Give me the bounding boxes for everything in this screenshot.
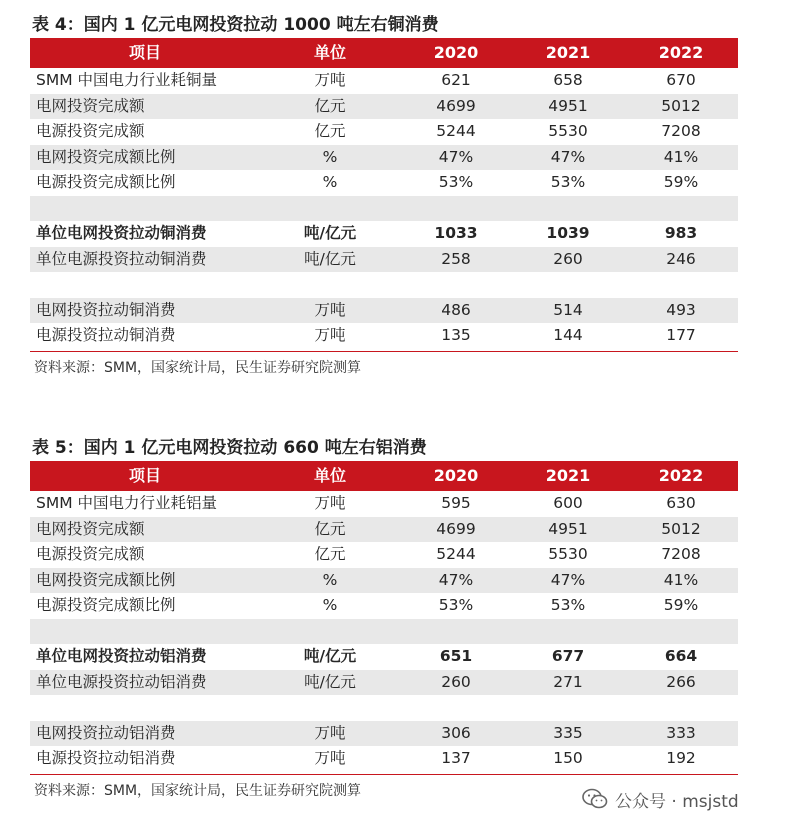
table-5 bbox=[30, 435, 738, 800]
table-row bbox=[30, 68, 738, 94]
table-row bbox=[30, 593, 738, 619]
cell-2021: 514 bbox=[553, 300, 583, 319]
cell-2021: 5530 bbox=[548, 122, 588, 140]
cell-unit: % bbox=[322, 570, 338, 589]
table-row bbox=[30, 221, 738, 247]
cell-2021: 47% bbox=[550, 570, 586, 589]
cell-2022: 59% bbox=[663, 173, 699, 191]
table-row bbox=[30, 568, 738, 594]
cell-2020: 47% bbox=[438, 147, 474, 166]
header-item: 项目 bbox=[128, 43, 161, 62]
cell-item: 电网投资完成额比例 bbox=[36, 147, 176, 166]
header-2020: 2020 bbox=[433, 43, 479, 62]
header-item: 项目 bbox=[128, 466, 161, 485]
cell-unit: % bbox=[322, 596, 338, 614]
cell-unit: 吨/亿元 bbox=[303, 224, 357, 242]
header-unit: 单位 bbox=[313, 43, 346, 62]
cell-item bbox=[30, 695, 260, 721]
header-2022: 2022 bbox=[658, 43, 704, 62]
cell-2020: 5244 bbox=[436, 122, 476, 140]
cell-2022: 41% bbox=[663, 147, 699, 166]
watermark bbox=[582, 786, 739, 812]
cell-item: 电源投资完成额比例 bbox=[36, 596, 176, 614]
cell-2020: 595 bbox=[441, 494, 471, 512]
wechat-icon bbox=[582, 788, 608, 810]
cell-2022: 983 bbox=[664, 224, 698, 242]
source-note: 资料来源：SMM，国家统计局，民生证券研究院测算 bbox=[34, 359, 362, 376]
table-row bbox=[30, 721, 738, 747]
cell-2020: 621 bbox=[441, 71, 471, 89]
cell-unit: 吨/亿元 bbox=[304, 249, 356, 268]
watermark-text: 公众号 · msjstd bbox=[615, 791, 739, 812]
cell-unit: 万吨 bbox=[314, 300, 346, 319]
table-row bbox=[30, 94, 738, 120]
cell-unit: 万吨 bbox=[314, 326, 346, 344]
cell-2021: 4951 bbox=[548, 96, 588, 115]
header-2020: 2020 bbox=[433, 466, 479, 485]
cell-2022: 670 bbox=[666, 71, 696, 89]
table-row-spacer bbox=[30, 619, 738, 645]
cell-item: 单位电源投资拉动铜消费 bbox=[36, 249, 207, 268]
cell-unit: 万吨 bbox=[314, 494, 346, 512]
cell-item bbox=[30, 272, 260, 298]
table-row bbox=[30, 491, 738, 517]
cell-2020: 4699 bbox=[436, 519, 476, 538]
table-bottom-rule bbox=[30, 351, 738, 352]
cell-2021: 4951 bbox=[548, 519, 588, 538]
cell-2020: 651 bbox=[439, 647, 473, 665]
header-2021: 2021 bbox=[545, 466, 591, 485]
cell-item bbox=[30, 619, 260, 645]
cell-2022: 664 bbox=[664, 647, 698, 665]
cell-unit: 吨/亿元 bbox=[304, 672, 356, 691]
cell-2021: 53% bbox=[550, 596, 586, 614]
cell-item: 电网投资完成额 bbox=[36, 519, 145, 538]
cell-2020: 135 bbox=[441, 326, 471, 344]
table-row-spacer bbox=[30, 695, 738, 721]
table-row bbox=[30, 145, 738, 171]
cell-2021: 677 bbox=[551, 647, 585, 665]
cell-2021: 600 bbox=[553, 494, 583, 512]
table-header bbox=[30, 461, 738, 491]
table-row bbox=[30, 323, 738, 349]
cell-2020: 53% bbox=[438, 173, 474, 191]
header-2022: 2022 bbox=[658, 466, 704, 485]
table-row-spacer bbox=[30, 272, 738, 298]
cell-2022: 630 bbox=[666, 494, 696, 512]
header-unit: 单位 bbox=[313, 466, 346, 485]
source-note: 资料来源：SMM，国家统计局，民生证券研究院测算 bbox=[34, 782, 362, 799]
cell-2022: 246 bbox=[666, 249, 696, 268]
table-row bbox=[30, 119, 738, 145]
table-header bbox=[30, 38, 738, 68]
cell-2021: 658 bbox=[553, 71, 583, 89]
cell-2021: 144 bbox=[553, 326, 583, 344]
header-2021: 2021 bbox=[545, 43, 591, 62]
cell-item: SMM 中国电力行业耗铝量 bbox=[36, 494, 218, 512]
cell-item: 电网投资完成额比例 bbox=[36, 570, 176, 589]
cell-2022: 192 bbox=[666, 749, 696, 767]
cell-2021: 53% bbox=[550, 173, 586, 191]
cell-unit: 万吨 bbox=[314, 71, 346, 89]
cell-2020: 258 bbox=[441, 249, 471, 268]
table-row bbox=[30, 298, 738, 324]
cell-2020: 4699 bbox=[436, 96, 476, 115]
cell-item: 电网投资拉动铝消费 bbox=[36, 723, 176, 742]
cell-2021: 271 bbox=[553, 672, 583, 691]
cell-2020: 5244 bbox=[436, 545, 476, 563]
cell-2021: 5530 bbox=[548, 545, 588, 563]
table-row bbox=[30, 247, 738, 273]
cell-unit: % bbox=[322, 147, 338, 166]
cell-unit: 亿元 bbox=[314, 545, 346, 563]
table-row bbox=[30, 644, 738, 670]
cell-2022: 333 bbox=[666, 723, 696, 742]
cell-2022: 177 bbox=[666, 326, 696, 344]
table-title: 表 4：国内 1 亿元电网投资拉动 1000 吨左右铜消费 bbox=[32, 15, 439, 35]
cell-2021: 150 bbox=[553, 749, 583, 767]
cell-unit: 吨/亿元 bbox=[303, 647, 357, 665]
cell-item: 电源投资完成额比例 bbox=[36, 173, 176, 191]
table-row bbox=[30, 670, 738, 696]
cell-2020: 486 bbox=[441, 300, 471, 319]
cell-2022: 5012 bbox=[661, 96, 701, 115]
cell-unit: 万吨 bbox=[314, 723, 346, 742]
cell-2021: 335 bbox=[553, 723, 583, 742]
cell-item: 单位电源投资拉动铝消费 bbox=[36, 672, 207, 691]
cell-item: 单位电网投资拉动铝消费 bbox=[36, 647, 207, 665]
cell-2020: 53% bbox=[438, 596, 474, 614]
table-row bbox=[30, 746, 738, 772]
cell-item: 单位电网投资拉动铜消费 bbox=[36, 224, 207, 242]
cell-2020: 306 bbox=[441, 723, 471, 742]
cell-2020: 137 bbox=[441, 749, 471, 767]
cell-item: 电网投资拉动铜消费 bbox=[36, 300, 176, 319]
cell-2020: 47% bbox=[438, 570, 474, 589]
cell-item: 电源投资完成额 bbox=[36, 122, 145, 140]
table-row-spacer bbox=[30, 196, 738, 222]
table-title: 表 5：国内 1 亿元电网投资拉动 660 吨左右铝消费 bbox=[32, 438, 427, 458]
cell-item: 电源投资拉动铝消费 bbox=[36, 749, 176, 767]
cell-2020: 1033 bbox=[434, 224, 478, 242]
cell-2022: 7208 bbox=[661, 122, 701, 140]
cell-2022: 41% bbox=[663, 570, 699, 589]
cell-unit: 亿元 bbox=[314, 519, 346, 538]
cell-item: SMM 中国电力行业耗铜量 bbox=[36, 71, 218, 89]
cell-2022: 5012 bbox=[661, 519, 701, 538]
cell-item bbox=[30, 196, 260, 222]
cell-item: 电源投资拉动铜消费 bbox=[36, 326, 176, 344]
cell-unit: 亿元 bbox=[314, 122, 346, 140]
table-row bbox=[30, 170, 738, 196]
cell-2021: 47% bbox=[550, 147, 586, 166]
table-4 bbox=[30, 12, 738, 377]
cell-2021: 1039 bbox=[546, 224, 590, 242]
cell-item: 电网投资完成额 bbox=[36, 96, 145, 115]
cell-2022: 493 bbox=[666, 300, 696, 319]
table-bottom-rule bbox=[30, 774, 738, 775]
table-row bbox=[30, 517, 738, 543]
cell-unit: 万吨 bbox=[314, 749, 346, 767]
cell-2022: 59% bbox=[663, 596, 699, 614]
cell-unit: 亿元 bbox=[314, 96, 346, 115]
cell-2021: 260 bbox=[553, 249, 583, 268]
cell-2022: 266 bbox=[666, 672, 696, 691]
cell-item: 电源投资完成额 bbox=[36, 545, 145, 563]
cell-unit: % bbox=[322, 173, 338, 191]
cell-2022: 7208 bbox=[661, 545, 701, 563]
table-row bbox=[30, 542, 738, 568]
cell-2020: 260 bbox=[441, 672, 471, 691]
